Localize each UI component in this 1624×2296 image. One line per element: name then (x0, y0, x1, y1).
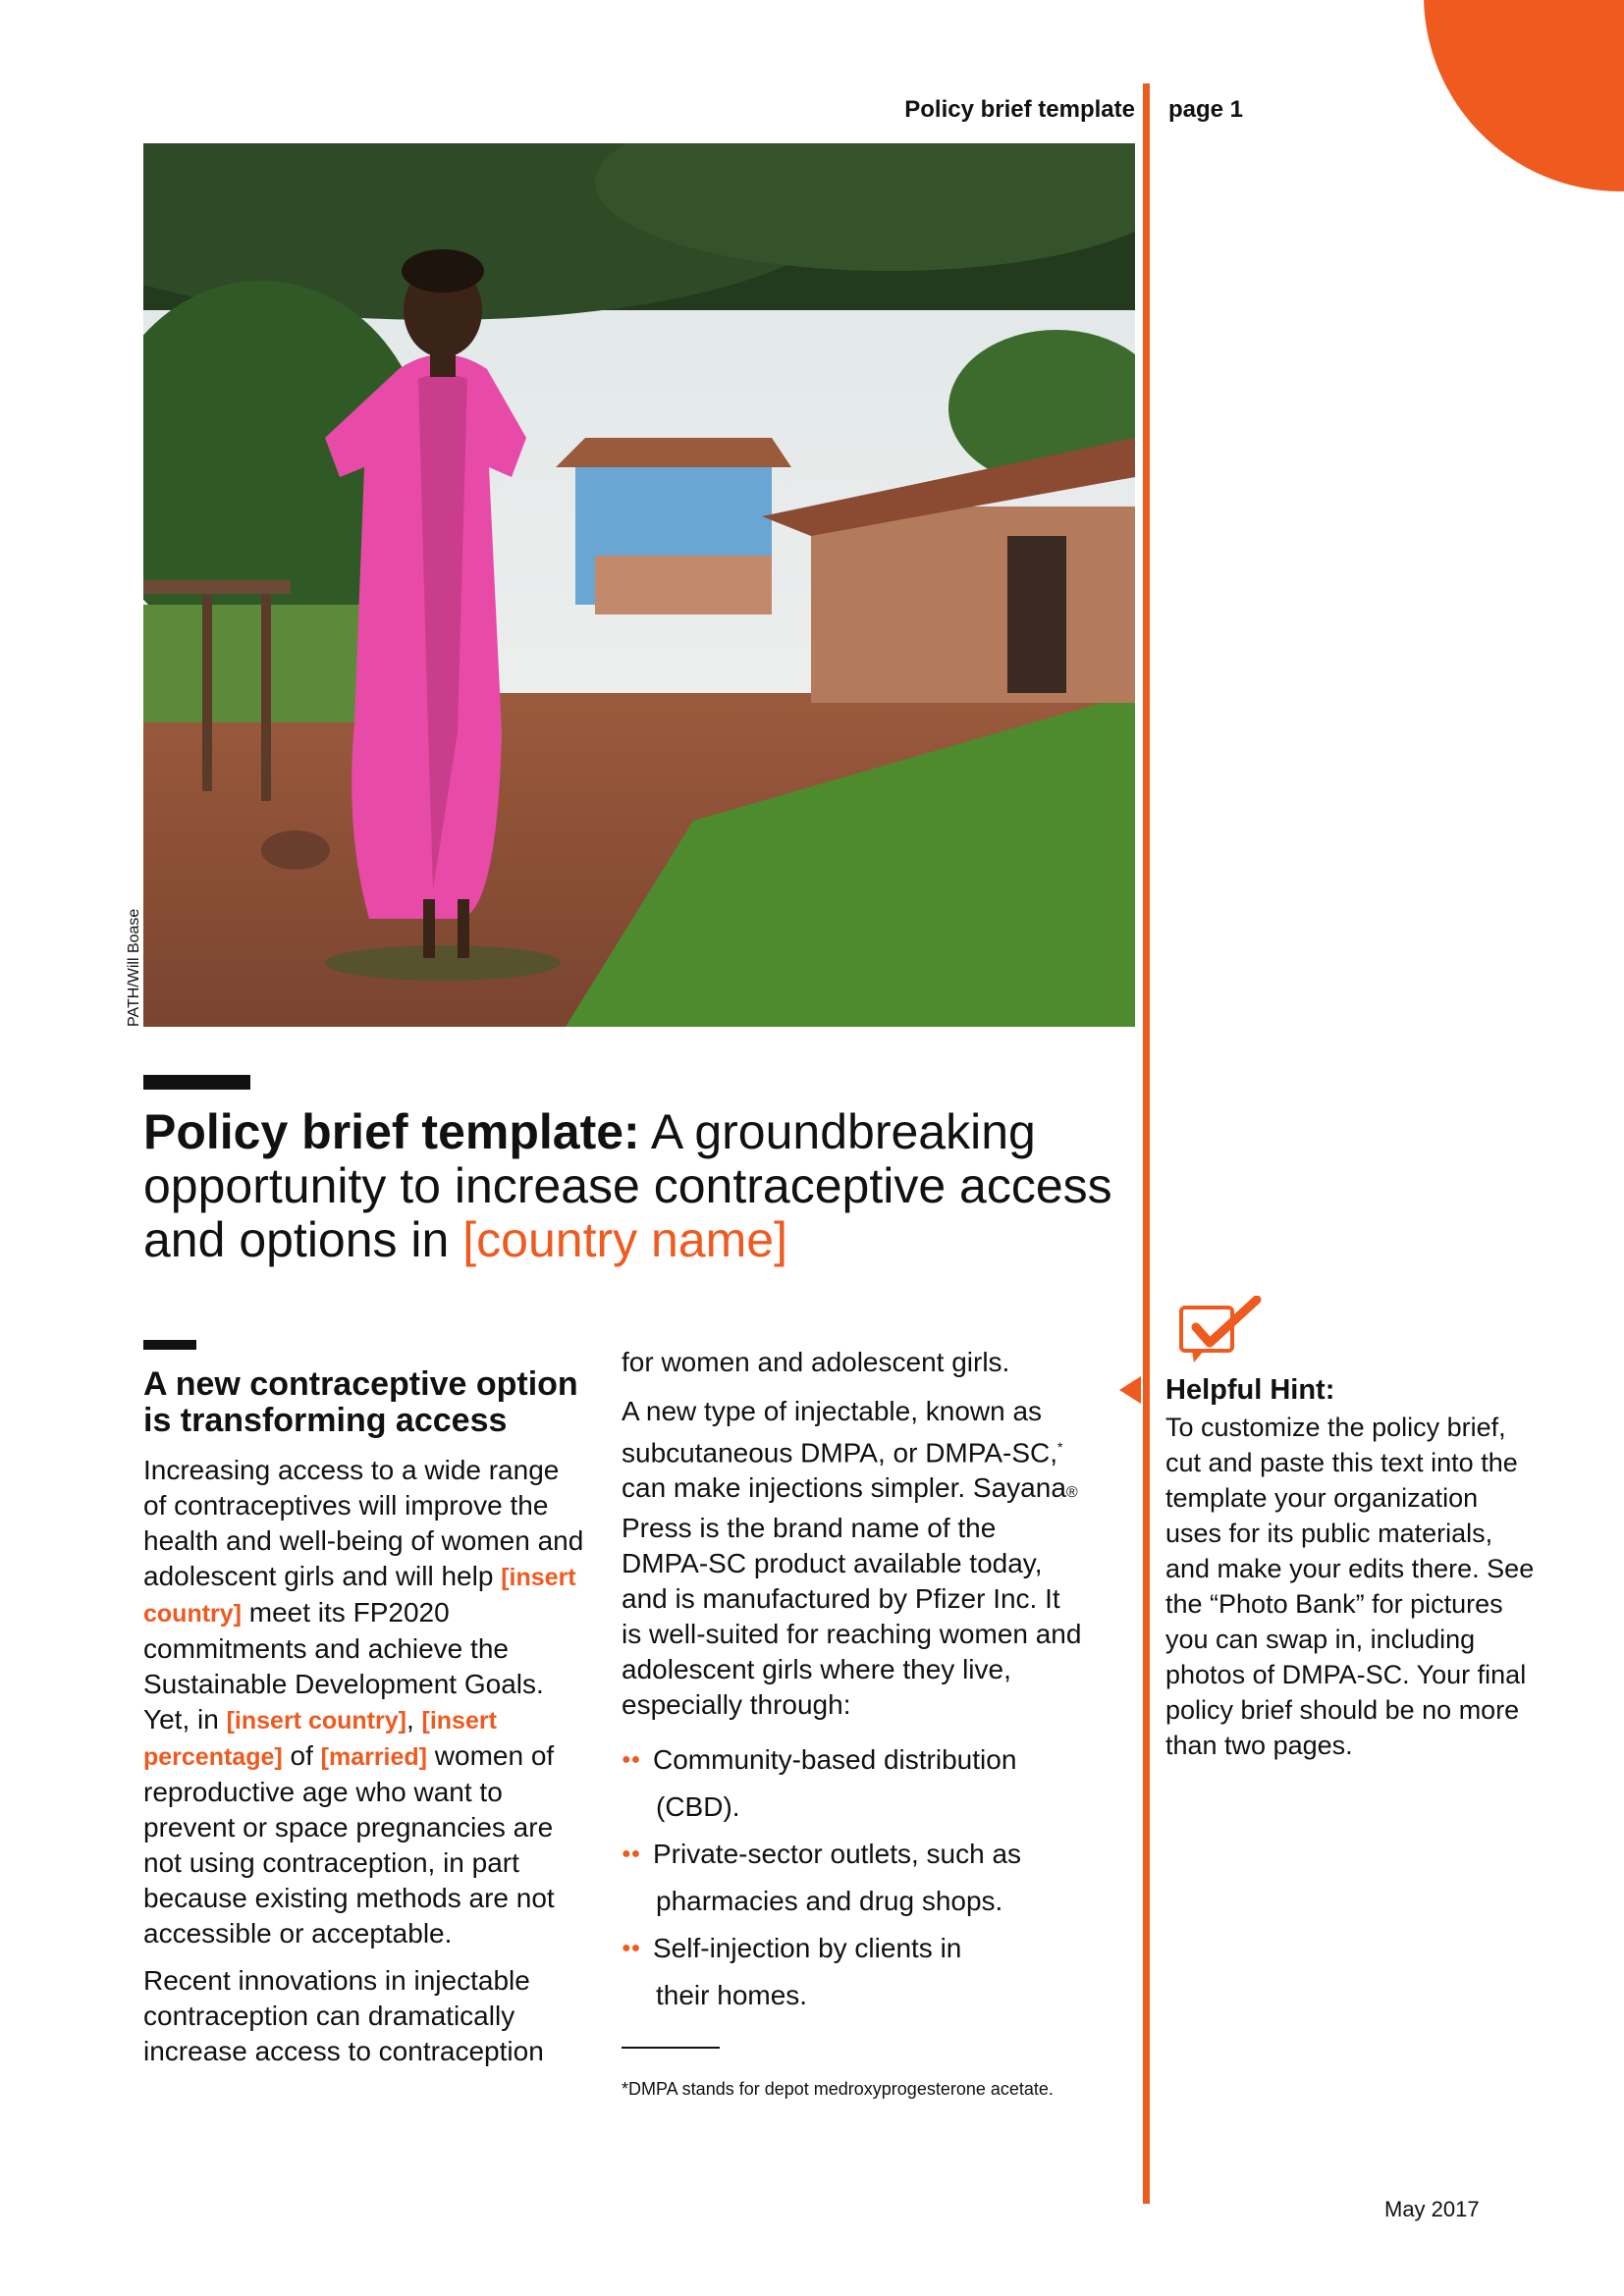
title-highlight: [country name] (462, 1212, 787, 1267)
footnote-rule (622, 2047, 720, 2049)
left-column (143, 1340, 585, 2081)
intro-text-a: Increasing access to a wide range of contraceptives will improve the health and well-being of women and adolescent girls and will help (143, 1455, 584, 1591)
intro-text-b: meet its FP2020 commitments and achieve the Sustainable Development Goals. Yet, in (143, 1597, 544, 1735)
bullet-line-2: pharmacies and drug shops. (656, 1886, 1003, 1917)
corner-decoration (1424, 0, 1624, 191)
bullet-line-1: Self-injection by clients in (653, 1933, 962, 1964)
registered-mark: ® (1065, 1484, 1078, 1502)
checkmark-speech-bubble-icon (1178, 1296, 1267, 1369)
bullet-line-1: Private-sector outlets, such as (653, 1839, 1022, 1870)
intro-of: of (290, 1740, 313, 1771)
header-title: Policy brief template (904, 96, 1135, 123)
continued-text: for women and adolescent girls. (622, 1347, 1010, 1377)
dmpa-paragraph (622, 1394, 1083, 1723)
intro-comma: , (406, 1704, 414, 1735)
section-heading: A new contraceptive option is transforming access (143, 1365, 578, 1439)
footnote: *DMPA stands for depot medroxyprogesterone acetate. (622, 2079, 1054, 2100)
bullet-line-2: (CBD). (656, 1791, 740, 1823)
section-accent-bar (143, 1340, 196, 1350)
hero-photo-illustration (143, 143, 1135, 1027)
distribution-list (622, 1736, 1083, 2019)
bullet-line-2: their homes. (656, 1980, 808, 2011)
hint-text: To customize the policy brief, cut and paste this text into the template your organization uses for its public materials, and make your edits there. See the “Photo Bank” for pictures you can swap in, including photos of DMPA-SC. Your final policy brief should be no more than two pages. (1165, 1413, 1535, 1760)
dmpa-text-c: Press is the brand name of the DMPA-SC product available today, and is manufactured by Pfizer Inc. It is well-suited for reaching women and adolescent girls where they live, especially through: (622, 1513, 1082, 1721)
placeholder-percentage: [insert percentage] (143, 1707, 497, 1771)
bullet-icon: ●● (622, 1751, 641, 1769)
bullet-icon: ●● (622, 1845, 641, 1863)
list-item (622, 1925, 1083, 2019)
footer-date: May 2017 (1384, 2197, 1480, 2221)
dmpa-text-a: A new type of injectable, known as subcutaneous DMPA, or DMPA-SC, (622, 1396, 1058, 1468)
intro-text-c: women of reproductive age who want to prevent or space pregnancies are not using contraception, in part because existing methods are not accessible or acceptable. (143, 1740, 555, 1949)
placeholder-married: [married] (320, 1743, 428, 1771)
hint-label: Helpful Hint: (1165, 1374, 1335, 1406)
placeholder-country-2: [insert country] (226, 1707, 406, 1735)
innovation-paragraph: Recent innovations in injectable contraception can dramatically increase access to contraception (143, 1965, 544, 2066)
title-accent-bar (143, 1075, 250, 1090)
title-bold: Policy brief template: (143, 1104, 640, 1159)
vertical-divider (1143, 83, 1150, 2204)
page-number: page 1 (1168, 96, 1244, 123)
list-item (622, 1736, 1083, 1831)
bullet-line-1: Community-based distribution (653, 1744, 1017, 1776)
hint-pointer-icon (1119, 1376, 1141, 1404)
title-text: A groundbreaking opportunity to increase contraceptive access and options in (143, 1104, 1112, 1267)
page-title (143, 1105, 1125, 1267)
bullet-icon: ●● (622, 1940, 641, 1957)
intro-paragraph (143, 1453, 585, 1951)
placeholder-country: [insert country] (143, 1564, 576, 1628)
middle-column (622, 1345, 1083, 2100)
hero-photo (143, 143, 1135, 1027)
photo-credit: PATH/Will Boase (126, 908, 142, 1027)
footnote-marker: * (1057, 1439, 1063, 1455)
dmpa-text-b: can make injections simpler. Sayana (622, 1472, 1066, 1504)
list-item (622, 1831, 1083, 1925)
